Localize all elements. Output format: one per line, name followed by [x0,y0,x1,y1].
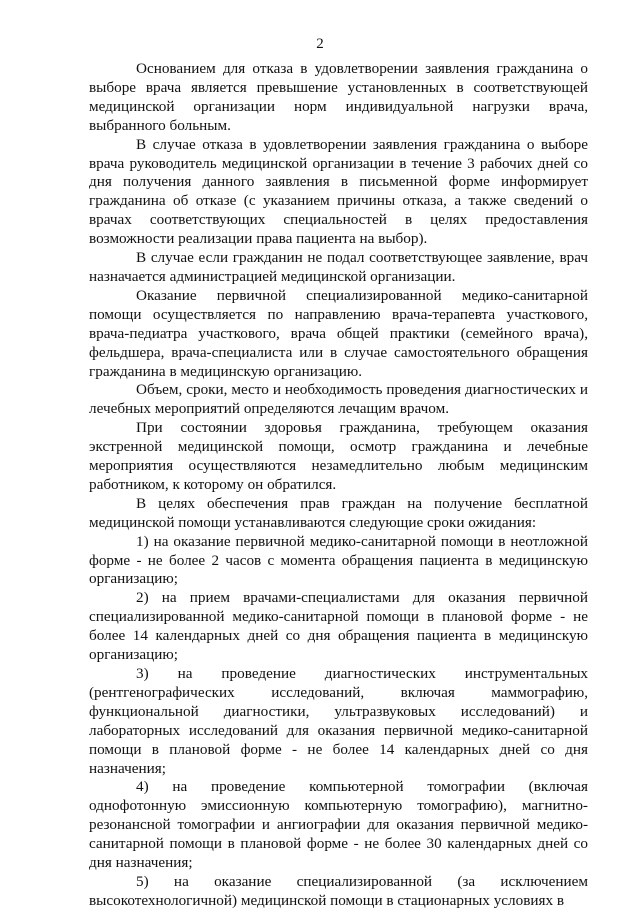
paragraph-specialized-care-referral: Оказание первичной специализированной медико-санитарной помощи осуществляется по направлению врача-терапевта участкового, врача-педиатра участкового, врача общей практики (семейного врача), фельдшера, врача-специалиста или в случае самостоятельного обращения гражданина в медицинскую организацию. [89,286,588,380]
document-body [89,60,588,911]
list-item-urgent-care: 1) на оказание первичной медико-санитарной помощи в неотложной форме - не более 2 часов с момента обращения пациента в медицинскую организацию; [89,532,588,588]
paragraph-waiting-times-intro: В целях обеспечения прав граждан на получение бесплатной медицинской помощи устанавливаются следующие сроки ожидания: [89,494,588,531]
page-number: 2 [316,36,324,52]
paragraph-refusal-notification: В случае отказа в удовлетворении заявления гражданина о выборе врача руководитель медицинской организации в течение 3 рабочих дней со дня получения данного заявления в письменной форме информирует гражданина об отказе (с указанием причины отказа, а также сведений о врачах соответствующих специальностей в целях предоставления возможности реализации права пациента на выбор). [89,135,588,248]
list-item-diagnostic-tests: 3) на проведение диагностических инструментальных (рентгенографических исследований, включая маммографию, функциональной диагностики, ультразвуковых исследований) и лабораторных исследований для оказания первичной медико-санитарной помощи в плановой форме - не более 14 календарных дней со дня назначения; [89,665,588,777]
list-item-specialist-appointment: 2) на прием врачами-специалистами для оказания первичной специализированной медико-санитарной помощи в плановой форме - не более 14 календарных дней со дня обращения пациента в медицинскую организацию; [89,589,588,664]
list-item-tomography: 4) на проведение компьютерной томографии (включая однофотонную эмиссионную компьютерную томографию), магнитно-резонансной томографии и ангиографии для оказания первичной медико-санитарной помощи в плановой форме - не более 30 календарных дней со дня назначения; [89,778,588,872]
paragraph-emergency-care: При состоянии здоровья гражданина, требующем оказания экстренной медицинской помощи, осмотр гражданина и лечебные мероприятия осуществляются незамедлительно любым медицинским работником, к которому он обратился. [89,419,588,493]
paragraph-scope-of-measures: Объем, сроки, место и необходимость проведения диагностических и лечебных мероприятий определяются лечащим врачом. [89,381,588,418]
paragraph-refusal-basis: Основанием для отказа в удовлетворении заявления гражданина о выборе врача является превышение установленных в соответствующей медицинской организации норм индивидуальной нагрузки врача, выбранного больным. [89,60,588,134]
paragraph-doctor-assignment: В случае если гражданин не подал соответствующее заявление, врач назначается администрацией медицинской организации. [89,249,588,285]
list-item-inpatient-care: 5) на оказание специализированной (за исключением высокотехнологичной) медицинской помощи в стационарных условиях в [89,872,588,909]
